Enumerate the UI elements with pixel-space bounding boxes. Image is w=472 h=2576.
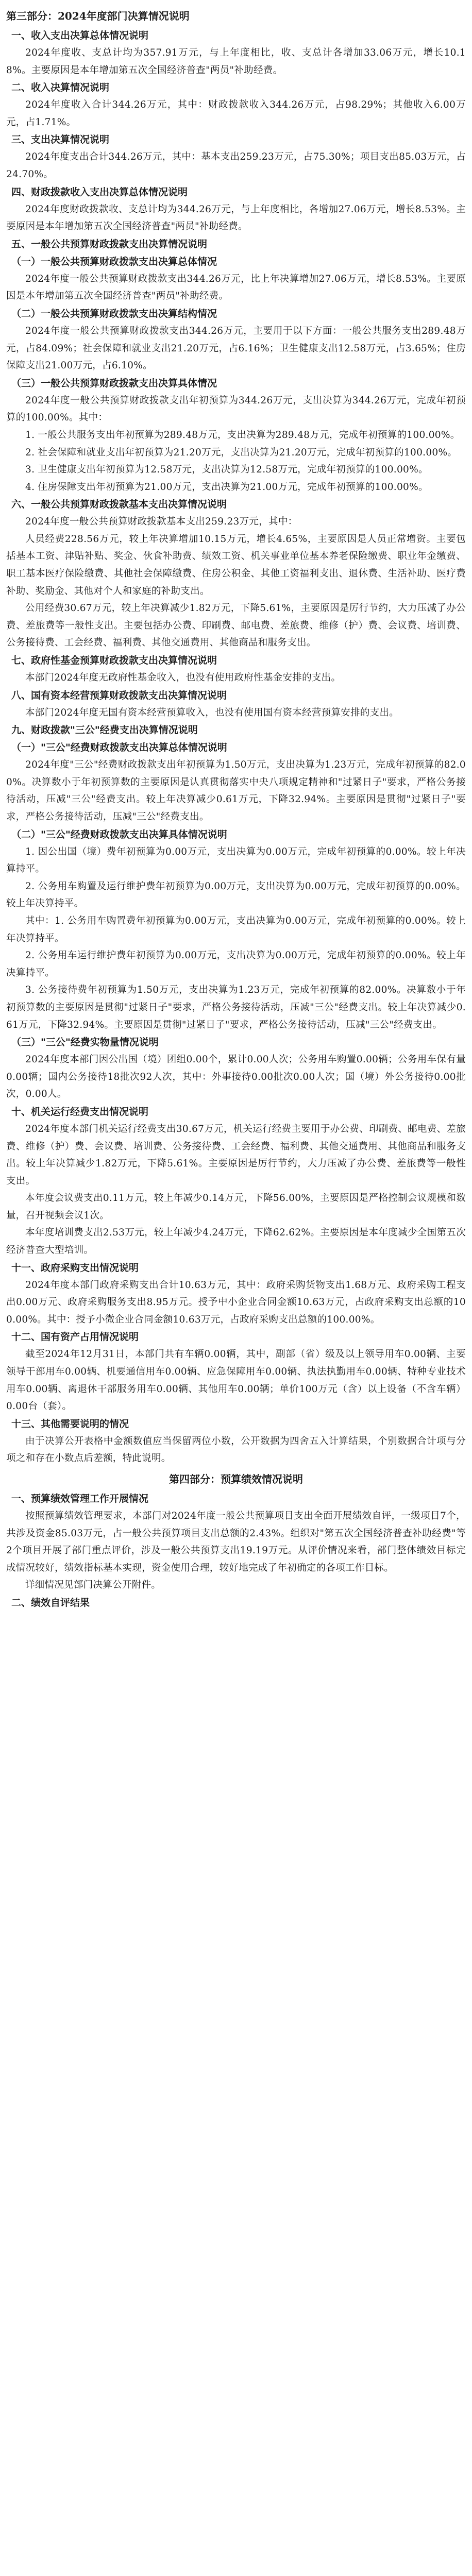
section-procurement bbox=[6, 1259, 466, 1329]
section-heading: 八、国有资本经营预算财政拨款支出决算情况说明 bbox=[11, 689, 227, 701]
list-item: 4. 住房保障支出年初预算为21.00万元，支出决算为21.00万元，完成年初预算的100.00%。 bbox=[25, 481, 428, 493]
paragraph: 人员经费228.56万元，较上年决算增加10.15万元，增长4.65%，主要原因是人员正常增资。主要包括基本工资、津贴补贴、奖金、伙食补助费、绩效工资、机关事业单位基本养老保险缴费、职业年金缴费、职工基本医疗保险缴费、其他社会保障缴费、住房公积金、其他工资福利支出、退休费、生活补助、医疗费补助、奖励金、其他对个人和家庭的补助支出。 bbox=[6, 533, 466, 597]
section-heading: 一、收入支出决算总体情况说明 bbox=[11, 30, 149, 41]
paragraph: 2024年度一般公共预算财政拨款支出年初预算为344.26万元，支出决算为344.26万元，完成年初预算的100.00%。其中： bbox=[6, 395, 466, 423]
section-basic-expense bbox=[6, 496, 466, 652]
section-state-capital bbox=[6, 687, 466, 722]
paragraph: 由于决算公开表格中金额数值应当保留两位小数，公开数据为四舍五入计算结果，个别数据合计项与分项之和存在小数点后差额，特此说明。 bbox=[6, 1435, 466, 1464]
paragraph: 详细情况见部门决算公开附件。 bbox=[25, 1580, 161, 1591]
paragraph: 2024年度一般公共预算财政拨款支出344.26万元，比上年决算增加27.06万元，增长8.53%。主要原因是本年增加第五次全国经济普查"两员"补助经费。 bbox=[6, 273, 466, 302]
section-agency-operation bbox=[6, 1103, 466, 1259]
section-general-budget bbox=[6, 235, 466, 496]
paragraph: 2024年度本部门政府采购支出合计10.63万元，其中：政府采购货物支出1.68万元、政府采购工程支出0.00万元、政府采购服务支出8.95万元。授予中小企业合同金额10.63万元，占政府采购支出总额的100.00%。其中：授予小微企业合同金额10.63万元，占政府采购支出总额的100.00%。 bbox=[6, 1279, 466, 1325]
section-other-notes bbox=[6, 1415, 466, 1467]
list-item: 其中：1. 公务用车购置费年初预算为0.00万元，支出决算为0.00万元，完成年初预算的0.00%。较上年决算持平。 bbox=[6, 915, 466, 944]
subsection-heading: （一）一般公共预算财政拨款支出决算总体情况 bbox=[11, 256, 217, 267]
section-heading: 一、预算绩效管理工作开展情况 bbox=[11, 1493, 149, 1504]
list-item: 3. 公务接待费年初预算为1.50万元，支出决算为1.23万元，完成年初预算的82.00%。决算数小于年初预算数的主要原因是贯彻"过紧日子"要求，严格公务接待活动，压减"三公"经费支出。较上年决算减少0.61万元，下降32.94%。主要原因是贯彻"过紧日子"要求，严格公务接待活动，压减"三公"经费支出。 bbox=[6, 985, 466, 1030]
paragraph: 本年度培训费支出2.53万元，较上年减少4.24万元，下降62.62%。主要原因是本年度减少全国第五次经济普查大型培训。 bbox=[6, 1227, 466, 1256]
section-fiscal-overview bbox=[6, 183, 466, 235]
paragraph: 本年度会议费支出0.11万元，较上年减少0.14万元，下降56.00%，主要原因是严格控制会议规模和数量，召开视频会议1次。 bbox=[6, 1193, 466, 1221]
section-income bbox=[6, 79, 466, 131]
paragraph: 公用经费30.67万元，较上年决算减少1.82万元，下降5.61%，主要原因是厉行节约，大力压减了办公费、差旅费等一般性支出。主要包括办公费、印刷费、邮电费、差旅费、维修（护）费、会议费、培训费、公务接待费、工会经费、福利费、其他交通费用、其他商品和服务支出。 bbox=[6, 603, 466, 649]
section-heading: 七、政府性基金预算财政拨款支出决算情况说明 bbox=[11, 655, 217, 667]
list-item: 1. 因公出国（境）费年初预算为0.00万元，支出决算为0.00万元，完成年初预算的0.00%。较上年决算持平。 bbox=[6, 846, 466, 875]
paragraph: 2024年度本部门机关运行经费支出30.67万元，机关运行经费主要用于办公费、印刷费、邮电费、差旅费、维修（护）费、会议费、培训费、公务接待费、工会经费、福利费、其他交通费用、其他商品和服务支出。较上年决算减少1.82万元，下降5.61%。主要原因是厉行节约，大力压减了办公费、差旅费等一般性支出。 bbox=[6, 1123, 466, 1187]
list-item: 2. 公务用车运行维护费年初预算为0.00万元，支出决算为0.00万元，完成年初预算的0.00%。较上年决算持平。 bbox=[6, 950, 466, 978]
paragraph: 2024年度本部门因公出国（境）团组0.00个，累计0.00人次；公务用车购置0.00辆；公务用车保有量0.00辆；国内公务接待18批次92人次，其中：外事接待0.00批次0.00人次；国（境）外公务接待0.00批次，0.00人。 bbox=[6, 1054, 466, 1100]
paragraph: 2024年度"三公"经费财政拨款支出年初预算为1.50万元，支出决算为1.23万元，完成年初预算的82.00%。决算数小于年初预算数的主要原因是认真贯彻落实中央八项规定精神和"过紧日子"要求，严格公务接待活动，压减"三公"经费支出。较上年决算减少0.61万元，下降32.94%。主要原因是贯彻"过紧日子"要求，严格公务接待活动，压减"三公"经费支出。 bbox=[6, 759, 466, 822]
list-item: 2. 公务用车购置及运行维护费年初预算为0.00万元，支出决算为0.00万元，完成年初预算的0.00%。较上年决算持平。 bbox=[6, 880, 466, 909]
paragraph: 2024年度一般公共预算财政拨款支出344.26万元，主要用于以下方面：一般公共服务支出289.48万元，占84.09%；社会保障和就业支出21.20万元，占6.16%；卫生健康支出12.58万元，占3.65%；住房保障支出21.00万元，占6.10%。 bbox=[6, 325, 466, 371]
section-heading: 十三、其他需要说明的情况 bbox=[11, 1418, 129, 1430]
section-heading: 二、收入决算情况说明 bbox=[11, 82, 110, 94]
paragraph: 2024年度收入合计344.26万元，其中：财政拨款收入344.26万元，占98.29%；其他收入6.00万元，占1.71%。 bbox=[6, 99, 466, 128]
subsection-heading: （三）"三公"经费实物量情况说明 bbox=[11, 1037, 159, 1048]
section-expense bbox=[6, 131, 466, 183]
list-item: 2. 社会保障和就业支出年初预算为21.20万元，支出决算为21.20万元，完成年初预算的100.00%。 bbox=[25, 447, 458, 458]
section-heading: 十二、国有资产占用情况说明 bbox=[11, 1331, 139, 1343]
paragraph: 本部门2024年度无政府性基金收入，也没有使用政府性基金安排的支出。 bbox=[25, 672, 341, 684]
part4-title: 第四部分：预算绩效情况说明 bbox=[169, 1473, 303, 1485]
list-item: 3. 卫生健康支出年初预算为12.58万元，支出决算为12.58万元，完成年初预算的100.00%。 bbox=[25, 464, 428, 476]
part3-title: 第三部分：2024年度部门决算情况说明 bbox=[6, 10, 190, 22]
list-item: 1. 一般公共服务支出年初预算为289.48万元，支出决算为289.48万元，完成年初预算的100.00%。 bbox=[25, 429, 460, 440]
section-income-expense-overview bbox=[6, 27, 466, 79]
paragraph: 截至2024年12月31日，本部门共有车辆0.00辆，其中，副部（省）级及以上领导用车0.00辆、主要领导干部用车0.00辆、机要通信用车0.00辆、应急保障用车0.00辆、执法执勤用车0.00辆、特种专业技术用车0.00辆、离退休干部服务用车0.00辆、其他用车0.00辆；单价100万元（含）以上设备（不含车辆）0.00台（套）。 bbox=[6, 1349, 466, 1412]
section-heading: 五、一般公共预算财政拨款支出决算情况说明 bbox=[11, 238, 208, 250]
section-heading: 十、机关运行经费支出情况说明 bbox=[11, 1106, 149, 1117]
section-heading: 六、一般公共预算财政拨款基本支出决算情况说明 bbox=[11, 499, 227, 511]
paragraph: 2024年度一般公共预算财政拨款基本支出259.23万元，其中： bbox=[25, 516, 298, 528]
section-state-assets bbox=[6, 1328, 466, 1415]
subsection-heading: （三）一般公共预算财政拨款支出决算具体情况 bbox=[11, 377, 217, 389]
subsection-heading: （二）一般公共预算财政拨款支出决算结构情况 bbox=[11, 308, 217, 319]
paragraph: 2024年度收、支总计均为357.91万元，与上年度相比，收、支总计各增加33.06万元，增长10.18%。主要原因是本年增加第五次全国经济普查"两员"补助经费。 bbox=[6, 47, 466, 76]
paragraph: 2024年度支出合计344.26万元，其中：基本支出259.23万元，占75.30%；项目支出85.03万元，占24.70%。 bbox=[6, 151, 466, 180]
section-three-public-expenses bbox=[6, 721, 466, 1103]
paragraph: 本部门2024年度无国有资本经营预算收入，也没有使用国有资本经营预算安排的支出。 bbox=[25, 707, 399, 718]
section-heading: 四、财政拨款收入支出决算总体情况说明 bbox=[11, 186, 188, 198]
section-government-fund bbox=[6, 652, 466, 687]
section-heading: 三、支出决算情况说明 bbox=[11, 134, 110, 146]
subsection-heading: （二）"三公"经费财政拨款支出决算具体情况说明 bbox=[11, 828, 227, 840]
section-performance-management bbox=[6, 1490, 466, 1594]
subsection-heading: （一）"三公"经费财政拨款支出决算总体情况说明 bbox=[11, 742, 227, 754]
section-heading: 二、绩效自评结果 bbox=[11, 1597, 90, 1608]
paragraph: 2024年度财政拨款收、支总计均为344.26万元，与上年度相比，各增加27.06万元，增长8.53%。主要原因是本年增加第五次全国经济普查"两员"补助经费。 bbox=[6, 204, 466, 232]
section-heading: 九、财政拨款"三公"经费支出决算情况说明 bbox=[11, 724, 198, 736]
paragraph: 按照预算绩效管理要求，本部门对2024年度一般公共预算项目支出全面开展绩效自评，一级项目7个，共涉及资金85.03万元，占一般公共预算项目支出总额的2.43%。组织对"第五次全国经济普查补助经费"等2个项目开展了部门重点评价，涉及一般公共预算支出19.19万元。从评价情况来看，部门整体绩效目标完成情况较好，绩效指标基本实现，资金使用合理，较好地完成了年初确定的各项工作目标。 bbox=[6, 1511, 466, 1573]
section-self-evaluation bbox=[6, 1594, 466, 1612]
section-heading: 十一、政府采购支出情况说明 bbox=[11, 1262, 139, 1274]
